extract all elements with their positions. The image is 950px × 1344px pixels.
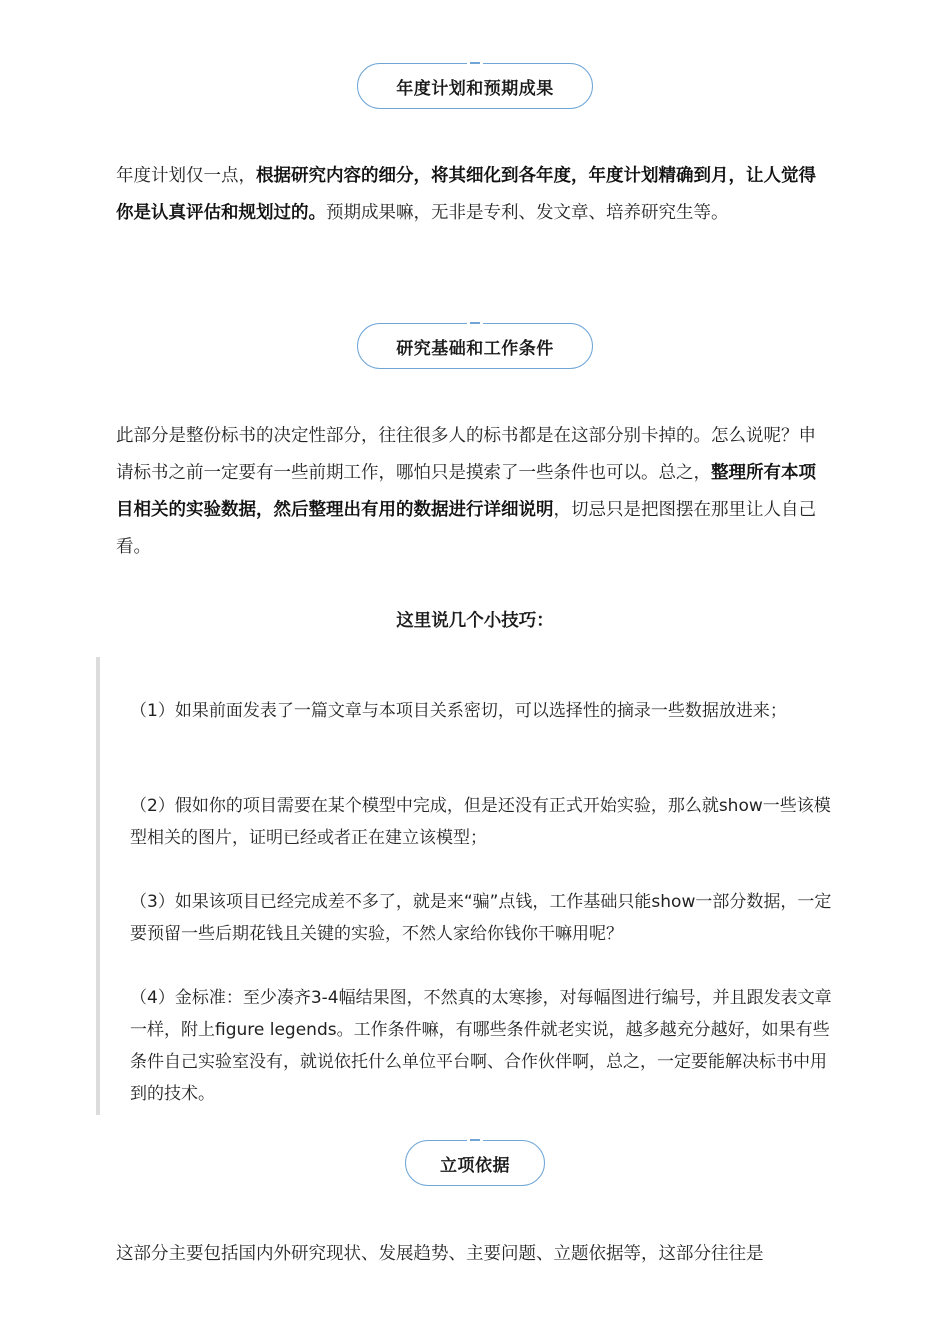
plan-text-bold: 根据研究内容的细分，将其细化到各年度，年度计划精确到月，让人觉得你是认真评估和规划过的。 [116, 166, 816, 223]
tip-item-3: （3）如果该项目已经完成差不多了，就是来“骗”点钱，工作基础只能show一部分数据，一定要预留一些后期花钱且关键的实验，不然人家给你钱你干嘛用呢？ [130, 892, 832, 944]
rationale-text-a: 这部分主要包括国内外研究现状、发展趋势、主要问题、立题依据等，这部分往往是 [116, 1244, 764, 1264]
section-title-rationale [405, 1140, 545, 1186]
plan-paragraph [116, 158, 828, 232]
tip-item-4: （4）金标准：至少凑齐3-4幅结果图，不然真的太寒掺，对每幅图进行编号，并且跟发表文章一样，附上figure legends。工作条件嘛，有哪些条件就老实说，越多越充分越好，如果有些条件自己实验室没有，就说依托什么单位平台啊、合作伙伴啊，总之，一定要能解决标书中用到的技术。 [130, 988, 832, 1104]
basis-paragraph [116, 418, 828, 566]
section-title-basis-text: 研究基础和工作条件 [396, 338, 554, 359]
section-title-plan-text: 年度计划和预期成果 [396, 78, 554, 99]
section-title-rationale-text: 立项依据 [440, 1155, 510, 1176]
basis-text-bold: 整理所有本项目相关的实验数据，然后整理出有用的数据进行详细说明 [116, 463, 816, 520]
tip-item-1: （1）如果前面发表了一篇文章与本项目关系密切，可以选择性的摘录一些数据放进来； [130, 701, 787, 721]
section-title-basis [357, 323, 593, 369]
rationale-paragraph [116, 1236, 828, 1273]
basis-text-c: ，切忌只是把图摆在那里让人自己看。 [116, 500, 816, 557]
plan-text-c: 预期成果嘛，无非是专利、发文章、培养研究生等。 [326, 203, 729, 223]
basis-text-a: 此部分是整份标书的决定性部分，往往很多人的标书都是在这部分别卡掉的。怎么说呢？申请标书之前一定要有一些前期工作，哪怕只是摸索了一些条件也可以。总之， [116, 426, 816, 483]
tip-item-2: （2）假如你的项目需要在某个模型中完成，但是还没有正式开始实验，那么就show一些该模型相关的图片，证明已经或者正在建立该模型； [130, 796, 831, 848]
tips-heading: 这里说几个小技巧： [396, 611, 554, 631]
section-title-plan [357, 63, 593, 109]
plan-text-a: 年度计划仅一点， [116, 166, 256, 186]
tips-quote-block [96, 657, 838, 1115]
